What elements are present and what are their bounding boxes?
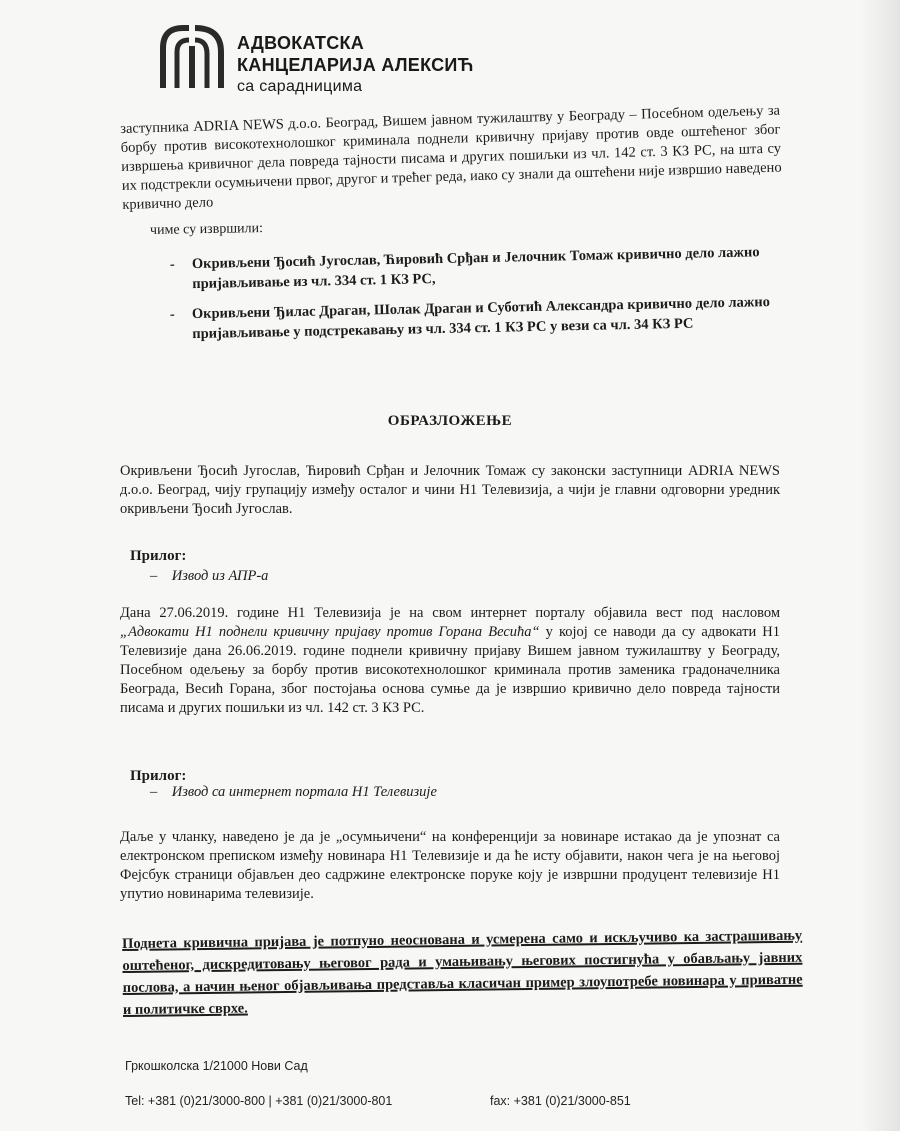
letterhead [155, 18, 555, 98]
letterhead-line3: са сарадницима [237, 78, 363, 95]
article-title: „Адвокати Н1 поднели кривичну пријаву против Горана Весића“ [120, 624, 540, 640]
attachment-item-2: – Извод са интернет портала Н1 Телевизије [150, 784, 437, 801]
article-text-before: Дана 27.06.2019. године Н1 Телевизија је на свом интернет порталу објавила вест под насловом [120, 605, 780, 621]
paragraph-complaint: заступника ADRIA NEWS д.о.о. Београд, Вишем јавном тужилаштву у Београду – Посебном одељењу за борбу против високотехнолошког криминала поднели кривичну пријаву против овде оштећеног због извршења кривичног дела повреда тајности писама и других пошиљки из чл. 142 ст. 3 КЗ РС, на шта су их подстрекли осумњичени првог, другог и трећег реда, иако су знали да оштећени није извршио наведено кривично дело [120, 102, 782, 213]
paragraph-defendants: Окривљени Ђосић Југослав, Ћировић Срђан и Јелочник Томаж су законски заступници ADRIA NEWS д.о.о. Београд, чију групацију између осталог и чини Н1 Телевизија, а чији је главни одговорни уредник окривљени Ђосић Југослав. [120, 463, 780, 517]
attachment-label-2: Прилог: [130, 768, 187, 784]
accused-item-1: - Окривљени Ђосић Југослав, Ћировић Срђан и Јелочник Томаж кривично дело лажно пријављивање из чл. 334 ст. 1 КЗ РС, [170, 241, 803, 294]
paragraph-article-detail: Даље у чланку, наведено је да је „осумњичени“ на конференцији за новинаре истакао да је упознат са електронском преписком између новинара Н1 Телевизије и да ће исту објавити, након чега је на његовој Фејсбук страници објављен део садржине електронске поруке коју је извршни продуцент телевизије Н1 упутио новинарима телевизије. [120, 829, 780, 902]
section-heading: ОБРАЗЛОЖЕЊЕ [387, 413, 513, 429]
attachment-label-1: Прилог: [130, 548, 187, 564]
letterhead-line1: АДВОКАТСКА [237, 33, 365, 53]
law-office-logo-icon [155, 18, 229, 98]
footer-telephone: Tel: +381 (0)21/3000-800 | +381 (0)21/3000-801 [125, 1094, 393, 1108]
paragraph-article [120, 604, 780, 718]
footer-fax: fax: +381 (0)21/3000-851 [490, 1094, 631, 1108]
attachment-item-1: – Извод из АПР-а [150, 568, 268, 585]
paragraph-conclusion: Поднета кривична пријава је потпуно неоснована и усмерена само и искључиво ка застрашивању оштећеног, дискредитовању његовог рада и умањивању његових постигнућа у обављању јавних послова, а начин њеног објављивања представља класичан пример злоупотребе новинара у приватне и политичке сврхе. [122, 927, 803, 1018]
footer-address: Гркошколска 1/21000 Нови Сад [125, 1059, 308, 1073]
article-text-after: у којој се наводи да су адвокати Н1 Телевизије дана 26.06.2019. године поднели кривичну пријаву Вишем јавном тужилаштву у Београду, Посебном одељењу за борбу против високотехнолошког криминала против заменика градоначелника Београда, Весић Горана, због постојања основа сумње да је извршио кривично дело повреда тајности писама и других пошиљки из чл. 142 ст. 3 КЗ РС. [120, 624, 780, 716]
scan-shadow [860, 0, 900, 1131]
accused-item-2: - Окривљени Ђилас Драган, Шолак Драган и Суботић Александра кривично дело лажно пријављивање у подстрекавању из чл. 334 ст. 1 КЗ РС у вези са чл. 34 КЗ РС [170, 291, 803, 344]
letterhead-line2: КАНЦЕЛАРИЈА АЛЕКСИЋ [237, 55, 474, 75]
intro-line: чиме су извршили: [149, 221, 264, 238]
